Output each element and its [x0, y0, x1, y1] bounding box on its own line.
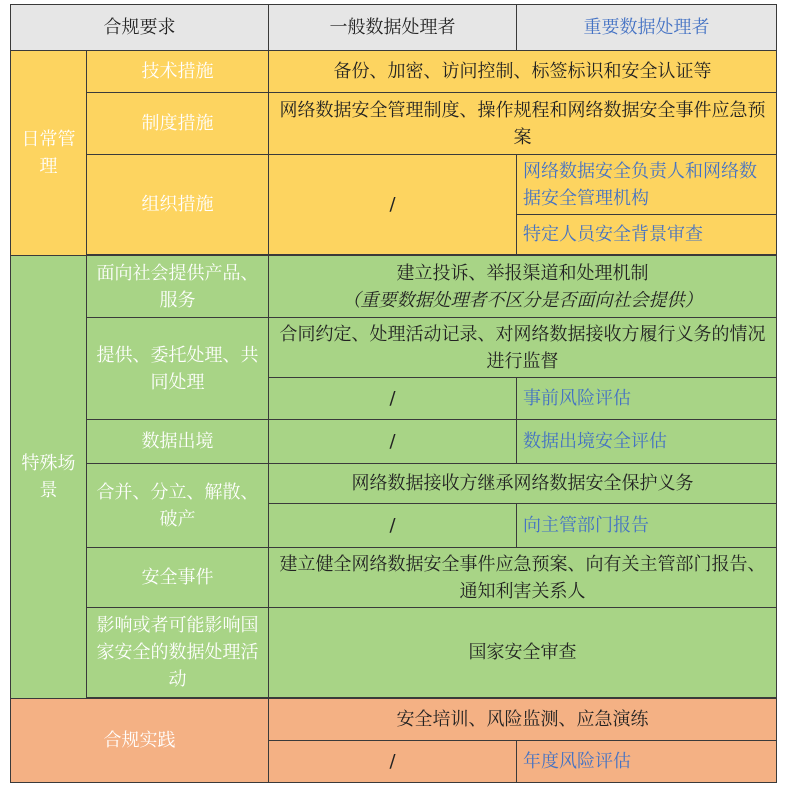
merger-important: 向主管部门报告	[517, 504, 777, 548]
row-entrust-1	[11, 318, 777, 378]
row-incident	[11, 548, 777, 608]
entrust-label: 提供、委托处理、共同处理	[87, 318, 269, 420]
row-practice-1	[11, 699, 777, 741]
national-content: 国家安全审查	[269, 608, 777, 698]
entrust-content: 合同约定、处理活动记录、对网络数据接收方履行义务的情况进行监督	[269, 318, 777, 378]
practice-label: 合规实践	[11, 699, 269, 783]
export-general: /	[269, 420, 517, 464]
national-label: 影响或者可能影响国家安全的数据处理活动	[87, 608, 269, 698]
public-services-label: 面向社会提供产品、服务	[87, 256, 269, 318]
compliance-table	[10, 4, 777, 783]
row-merger-1	[11, 464, 777, 504]
organizational-important-1: 网络数据安全负责人和网络数据安全管理机构	[517, 155, 777, 215]
technical-content: 备份、加密、访问控制、标签标识和安全认证等	[269, 51, 777, 93]
incident-content: 建立健全网络数据安全事件应急预案、向有关主管部门报告、通知利害关系人	[269, 548, 777, 608]
practice-general: /	[269, 741, 517, 783]
organizational-important-2: 特定人员安全背景审查	[517, 215, 777, 255]
header-important: 重要数据处理者	[517, 5, 777, 51]
header-compliance: 合规要求	[11, 5, 269, 51]
public-services-content-line2: （重要数据处理者不区分是否面向社会提供）	[342, 289, 703, 311]
entrust-general: /	[269, 378, 517, 420]
organizational-label: 组织措施	[87, 155, 269, 255]
row-institutional	[11, 93, 777, 155]
merger-content: 网络数据接收方继承网络数据安全保护义务	[269, 464, 777, 504]
header-general: 一般数据处理者	[269, 5, 517, 51]
merger-general: /	[269, 504, 517, 548]
institutional-content: 网络数据安全管理制度、操作规程和网络数据安全事件应急预案	[269, 93, 777, 155]
row-export	[11, 420, 777, 464]
row-public-services	[11, 256, 777, 318]
merger-label: 合并、分立、解散、破产	[87, 464, 269, 548]
organizational-general: /	[269, 155, 517, 255]
incident-label: 安全事件	[87, 548, 269, 608]
row-technical	[11, 51, 777, 93]
group-special-label: 特殊场景	[11, 256, 87, 699]
entrust-important: 事前风险评估	[517, 378, 777, 420]
header-row	[11, 5, 777, 51]
group-daily-label: 日常管理	[11, 51, 87, 256]
export-important: 数据出境安全评估	[517, 420, 777, 464]
practice-content: 安全培训、风险监测、应急演练	[269, 699, 777, 741]
row-national	[11, 608, 777, 698]
institutional-label: 制度措施	[87, 93, 269, 155]
technical-label: 技术措施	[87, 51, 269, 93]
practice-important: 年度风险评估	[517, 741, 777, 783]
row-organizational-1	[11, 155, 777, 215]
public-services-content	[269, 256, 777, 318]
export-label: 数据出境	[87, 420, 269, 464]
public-services-content-line1: 建立投诉、举报渠道和处理机制	[396, 262, 649, 284]
